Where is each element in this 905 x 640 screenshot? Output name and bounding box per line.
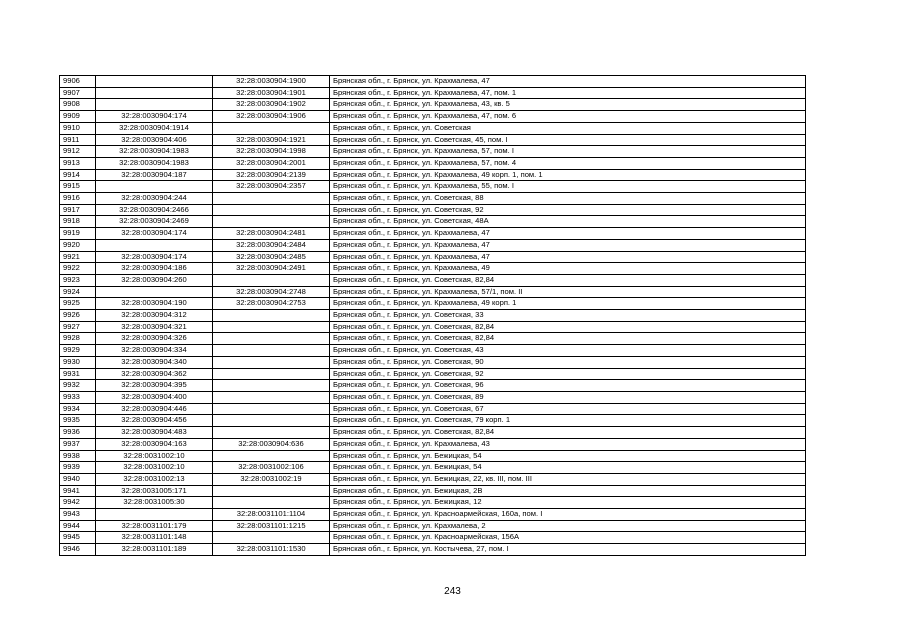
table-row xyxy=(60,239,806,251)
object-number-cell xyxy=(213,333,330,345)
table-row xyxy=(60,274,806,286)
address-cell: Брянская обл., г. Брянск, ул. Советская, 89 xyxy=(330,391,806,403)
parcel-number-cell: 32:28:0030904:395 xyxy=(96,380,213,392)
object-number-cell: 32:28:0030904:1906 xyxy=(213,111,330,123)
row-number-cell: 9936 xyxy=(60,427,96,439)
address-cell: Брянская обл., г. Брянск, ул. Крахмалева, 47, пом. 1 xyxy=(330,87,806,99)
parcel-number-cell: 32:28:0030904:186 xyxy=(96,263,213,275)
object-number-cell: 32:28:0030904:1902 xyxy=(213,99,330,111)
row-number-cell: 9933 xyxy=(60,391,96,403)
object-number-cell: 32:28:0030904:2748 xyxy=(213,286,330,298)
address-cell: Брянская обл., г. Брянск, ул. Красноармейская, 160а, пом. I xyxy=(330,509,806,521)
table-row xyxy=(60,380,806,392)
object-number-cell xyxy=(213,216,330,228)
table-row xyxy=(60,485,806,497)
address-cell: Брянская обл., г. Брянск, ул. Советская, 43 xyxy=(330,345,806,357)
row-number-cell: 9920 xyxy=(60,239,96,251)
table-row xyxy=(60,157,806,169)
object-number-cell: 32:28:0030904:2753 xyxy=(213,298,330,310)
row-number-cell: 9922 xyxy=(60,263,96,275)
parcel-number-cell xyxy=(96,509,213,521)
address-cell: Брянская обл., г. Брянск, ул. Крахмалева, 47 xyxy=(330,76,806,88)
table-row xyxy=(60,356,806,368)
parcel-number-cell: 32:28:0030904:340 xyxy=(96,356,213,368)
address-cell: Брянская обл., г. Брянск, ул. Костычева, 27, пом. I xyxy=(330,544,806,556)
object-number-cell xyxy=(213,122,330,134)
table-row xyxy=(60,473,806,485)
address-cell: Брянская обл., г. Брянск, ул. Советская, 90 xyxy=(330,356,806,368)
parcel-number-cell: 32:28:0030904:244 xyxy=(96,193,213,205)
address-cell: Брянская обл., г. Брянск, ул. Советская, 67 xyxy=(330,403,806,415)
object-number-cell: 32:28:0030904:2481 xyxy=(213,228,330,240)
row-number-cell: 9941 xyxy=(60,485,96,497)
row-number-cell: 9918 xyxy=(60,216,96,228)
table-row xyxy=(60,310,806,322)
parcel-number-cell: 32:28:0030904:174 xyxy=(96,228,213,240)
parcel-number-cell: 32:28:0030904:321 xyxy=(96,321,213,333)
parcel-number-cell: 32:28:0030904:190 xyxy=(96,298,213,310)
address-cell: Брянская обл., г. Брянск, ул. Бежицкая, 22, кв. III, пом. III xyxy=(330,473,806,485)
object-number-cell: 32:28:0030904:1901 xyxy=(213,87,330,99)
row-number-cell: 9917 xyxy=(60,204,96,216)
address-cell: Брянская обл., г. Брянск, ул. Крахмалева, 47 xyxy=(330,239,806,251)
row-number-cell: 9907 xyxy=(60,87,96,99)
row-number-cell: 9931 xyxy=(60,368,96,380)
address-cell: Брянская обл., г. Брянск, ул. Крахмалева, 47, пом. 6 xyxy=(330,111,806,123)
object-number-cell xyxy=(213,450,330,462)
object-number-cell: 32:28:0031101:1530 xyxy=(213,544,330,556)
table-row xyxy=(60,462,806,474)
table-row xyxy=(60,415,806,427)
row-number-cell: 9932 xyxy=(60,380,96,392)
parcel-number-cell xyxy=(96,286,213,298)
address-cell: Брянская обл., г. Брянск, ул. Советская, 92 xyxy=(330,368,806,380)
parcel-number-cell: 32:28:0030904:456 xyxy=(96,415,213,427)
object-number-cell xyxy=(213,193,330,205)
address-cell: Брянская обл., г. Брянск, ул. Крахмалева, 55, пом. I xyxy=(330,181,806,193)
row-number-cell: 9934 xyxy=(60,403,96,415)
parcel-number-cell: 32:28:0030904:362 xyxy=(96,368,213,380)
object-number-cell xyxy=(213,356,330,368)
object-number-cell: 32:28:0030904:2484 xyxy=(213,239,330,251)
table-row xyxy=(60,368,806,380)
parcel-number-cell: 32:28:0030904:1914 xyxy=(96,122,213,134)
row-number-cell: 9912 xyxy=(60,146,96,158)
table-row xyxy=(60,134,806,146)
parcel-number-cell: 32:28:0030904:174 xyxy=(96,111,213,123)
row-number-cell: 9924 xyxy=(60,286,96,298)
parcel-number-cell: 32:28:0030904:2469 xyxy=(96,216,213,228)
parcel-number-cell: 32:28:0031101:179 xyxy=(96,520,213,532)
address-cell: Брянская обл., г. Брянск, ул. Советская, 79 корп. 1 xyxy=(330,415,806,427)
table-row xyxy=(60,403,806,415)
row-number-cell: 9940 xyxy=(60,473,96,485)
object-number-cell xyxy=(213,345,330,357)
table-row xyxy=(60,122,806,134)
row-number-cell: 9928 xyxy=(60,333,96,345)
parcel-number-cell: 32:28:0031101:148 xyxy=(96,532,213,544)
row-number-cell: 9915 xyxy=(60,181,96,193)
table-row xyxy=(60,544,806,556)
table-row xyxy=(60,321,806,333)
row-number-cell: 9906 xyxy=(60,76,96,88)
table-row xyxy=(60,263,806,275)
parcel-number-cell: 32:28:0030904:483 xyxy=(96,427,213,439)
table-row xyxy=(60,87,806,99)
address-cell: Брянская обл., г. Брянск, ул. Бежицкая, 54 xyxy=(330,450,806,462)
address-cell: Брянская обл., г. Брянск, ул. Крахмалева, 47 xyxy=(330,251,806,263)
cadastral-table xyxy=(59,75,806,556)
object-number-cell xyxy=(213,403,330,415)
parcel-number-cell: 32:28:0030904:326 xyxy=(96,333,213,345)
address-cell: Брянская обл., г. Брянск, ул. Бежицкая, 54 xyxy=(330,462,806,474)
row-number-cell: 9930 xyxy=(60,356,96,368)
object-number-cell: 32:28:0030904:1900 xyxy=(213,76,330,88)
row-number-cell: 9938 xyxy=(60,450,96,462)
object-number-cell: 32:28:0031101:1215 xyxy=(213,520,330,532)
address-cell: Брянская обл., г. Брянск, ул. Крахмалева, 43 xyxy=(330,438,806,450)
row-number-cell: 9935 xyxy=(60,415,96,427)
address-cell: Брянская обл., г. Брянск, ул. Бежицкая, 12 xyxy=(330,497,806,509)
parcel-number-cell xyxy=(96,239,213,251)
parcel-number-cell: 32:28:0030904:400 xyxy=(96,391,213,403)
address-cell: Брянская обл., г. Брянск, ул. Советская, 82,84 xyxy=(330,333,806,345)
row-number-cell: 9944 xyxy=(60,520,96,532)
object-number-cell xyxy=(213,415,330,427)
row-number-cell: 9945 xyxy=(60,532,96,544)
table-row xyxy=(60,251,806,263)
table-row xyxy=(60,181,806,193)
parcel-number-cell: 32:28:0030904:1983 xyxy=(96,157,213,169)
row-number-cell: 9911 xyxy=(60,134,96,146)
address-cell: Брянская обл., г. Брянск, ул. Советская, 33 xyxy=(330,310,806,322)
object-number-cell: 32:28:0030904:2491 xyxy=(213,263,330,275)
address-cell: Брянская обл., г. Брянск, ул. Советская, 48А xyxy=(330,216,806,228)
object-number-cell: 32:28:0030904:2139 xyxy=(213,169,330,181)
parcel-number-cell: 32:28:0030904:406 xyxy=(96,134,213,146)
address-cell: Брянская обл., г. Брянск, ул. Советская, 88 xyxy=(330,193,806,205)
address-cell: Брянская обл., г. Брянск, ул. Крахмалева, 57/1, пом. II xyxy=(330,286,806,298)
table-row xyxy=(60,509,806,521)
object-number-cell xyxy=(213,368,330,380)
row-number-cell: 9913 xyxy=(60,157,96,169)
parcel-number-cell: 32:28:0031101:189 xyxy=(96,544,213,556)
row-number-cell: 9914 xyxy=(60,169,96,181)
table-row xyxy=(60,216,806,228)
parcel-number-cell: 32:28:0031005:30 xyxy=(96,497,213,509)
table-row xyxy=(60,298,806,310)
parcel-number-cell: 32:28:0030904:187 xyxy=(96,169,213,181)
row-number-cell: 9939 xyxy=(60,462,96,474)
object-number-cell: 32:28:0031002:106 xyxy=(213,462,330,474)
parcel-number-cell: 32:28:0030904:1983 xyxy=(96,146,213,158)
parcel-number-cell xyxy=(96,99,213,111)
object-number-cell: 32:28:0030904:2001 xyxy=(213,157,330,169)
object-number-cell: 32:28:0031101:1104 xyxy=(213,509,330,521)
address-cell: Брянская обл., г. Брянск, ул. Крахмалева, 47 xyxy=(330,228,806,240)
parcel-number-cell xyxy=(96,87,213,99)
object-number-cell xyxy=(213,391,330,403)
row-number-cell: 9909 xyxy=(60,111,96,123)
parcel-number-cell: 32:28:0031002:10 xyxy=(96,450,213,462)
object-number-cell: 32:28:0030904:1998 xyxy=(213,146,330,158)
row-number-cell: 9929 xyxy=(60,345,96,357)
address-cell: Брянская обл., г. Брянск, ул. Крахмалева, 49 xyxy=(330,263,806,275)
row-number-cell: 9943 xyxy=(60,509,96,521)
object-number-cell: 32:28:0030904:1921 xyxy=(213,134,330,146)
table-body xyxy=(60,76,806,556)
address-cell: Брянская обл., г. Брянск, ул. Советская, 45, пом. I xyxy=(330,134,806,146)
table-row xyxy=(60,345,806,357)
table-row xyxy=(60,333,806,345)
parcel-number-cell: 32:28:0031002:10 xyxy=(96,462,213,474)
parcel-number-cell: 32:28:0030904:174 xyxy=(96,251,213,263)
row-number-cell: 9908 xyxy=(60,99,96,111)
row-number-cell: 9923 xyxy=(60,274,96,286)
object-number-cell: 32:28:0030904:636 xyxy=(213,438,330,450)
address-cell: Брянская обл., г. Брянск, ул. Красноармейская, 156А xyxy=(330,532,806,544)
address-cell: Брянская обл., г. Брянск, ул. Крахмалева, 49 корп. 1 xyxy=(330,298,806,310)
address-cell: Брянская обл., г. Брянск, ул. Крахмалева, 43, кв. 5 xyxy=(330,99,806,111)
row-number-cell: 9927 xyxy=(60,321,96,333)
table-row xyxy=(60,204,806,216)
object-number-cell xyxy=(213,204,330,216)
table-row xyxy=(60,193,806,205)
row-number-cell: 9942 xyxy=(60,497,96,509)
table-row xyxy=(60,391,806,403)
page-number: 243 xyxy=(444,586,461,597)
object-number-cell: 32:28:0031002:19 xyxy=(213,473,330,485)
object-number-cell xyxy=(213,427,330,439)
table-row xyxy=(60,286,806,298)
address-cell: Брянская обл., г. Брянск, ул. Крахмалева, 57, пом. 4 xyxy=(330,157,806,169)
address-cell: Брянская обл., г. Брянск, ул. Советская, 92 xyxy=(330,204,806,216)
table-row xyxy=(60,228,806,240)
parcel-number-cell: 32:28:0030904:163 xyxy=(96,438,213,450)
table-row xyxy=(60,450,806,462)
object-number-cell xyxy=(213,497,330,509)
parcel-number-cell: 32:28:0030904:312 xyxy=(96,310,213,322)
parcel-number-cell: 32:28:0030904:334 xyxy=(96,345,213,357)
object-number-cell xyxy=(213,380,330,392)
table-row xyxy=(60,76,806,88)
table-row xyxy=(60,532,806,544)
row-number-cell: 9919 xyxy=(60,228,96,240)
object-number-cell xyxy=(213,321,330,333)
row-number-cell: 9910 xyxy=(60,122,96,134)
row-number-cell: 9937 xyxy=(60,438,96,450)
table-row xyxy=(60,438,806,450)
table-row xyxy=(60,111,806,123)
table-row xyxy=(60,99,806,111)
address-cell: Брянская обл., г. Брянск, ул. Советская, 96 xyxy=(330,380,806,392)
parcel-number-cell: 32:28:0030904:260 xyxy=(96,274,213,286)
address-cell: Брянская обл., г. Брянск, ул. Советская, 82,84 xyxy=(330,427,806,439)
object-number-cell: 32:28:0030904:2357 xyxy=(213,181,330,193)
table-row xyxy=(60,169,806,181)
object-number-cell xyxy=(213,532,330,544)
object-number-cell xyxy=(213,310,330,322)
row-number-cell: 9916 xyxy=(60,193,96,205)
row-number-cell: 9925 xyxy=(60,298,96,310)
address-cell: Брянская обл., г. Брянск, ул. Бежицкая, 2В xyxy=(330,485,806,497)
row-number-cell: 9921 xyxy=(60,251,96,263)
parcel-number-cell: 32:28:0030904:2466 xyxy=(96,204,213,216)
parcel-number-cell xyxy=(96,76,213,88)
table-row xyxy=(60,497,806,509)
parcel-number-cell: 32:28:0031005:171 xyxy=(96,485,213,497)
table-row xyxy=(60,146,806,158)
object-number-cell xyxy=(213,274,330,286)
object-number-cell: 32:28:0030904:2485 xyxy=(213,251,330,263)
address-cell: Брянская обл., г. Брянск, ул. Крахмалева, 2 xyxy=(330,520,806,532)
address-cell: Брянская обл., г. Брянск, ул. Советская, 82,84 xyxy=(330,274,806,286)
row-number-cell: 9926 xyxy=(60,310,96,322)
parcel-number-cell xyxy=(96,181,213,193)
address-cell: Брянская обл., г. Брянск, ул. Крахмалева, 57, пом. I xyxy=(330,146,806,158)
parcel-number-cell: 32:28:0030904:446 xyxy=(96,403,213,415)
object-number-cell xyxy=(213,485,330,497)
row-number-cell: 9946 xyxy=(60,544,96,556)
address-cell: Брянская обл., г. Брянск, ул. Советская xyxy=(330,122,806,134)
table-row xyxy=(60,427,806,439)
parcel-number-cell: 32:28:0031002:13 xyxy=(96,473,213,485)
table-row xyxy=(60,520,806,532)
address-cell: Брянская обл., г. Брянск, ул. Крахмалева, 49 корп. 1, пом. 1 xyxy=(330,169,806,181)
address-cell: Брянская обл., г. Брянск, ул. Советская, 82,84 xyxy=(330,321,806,333)
